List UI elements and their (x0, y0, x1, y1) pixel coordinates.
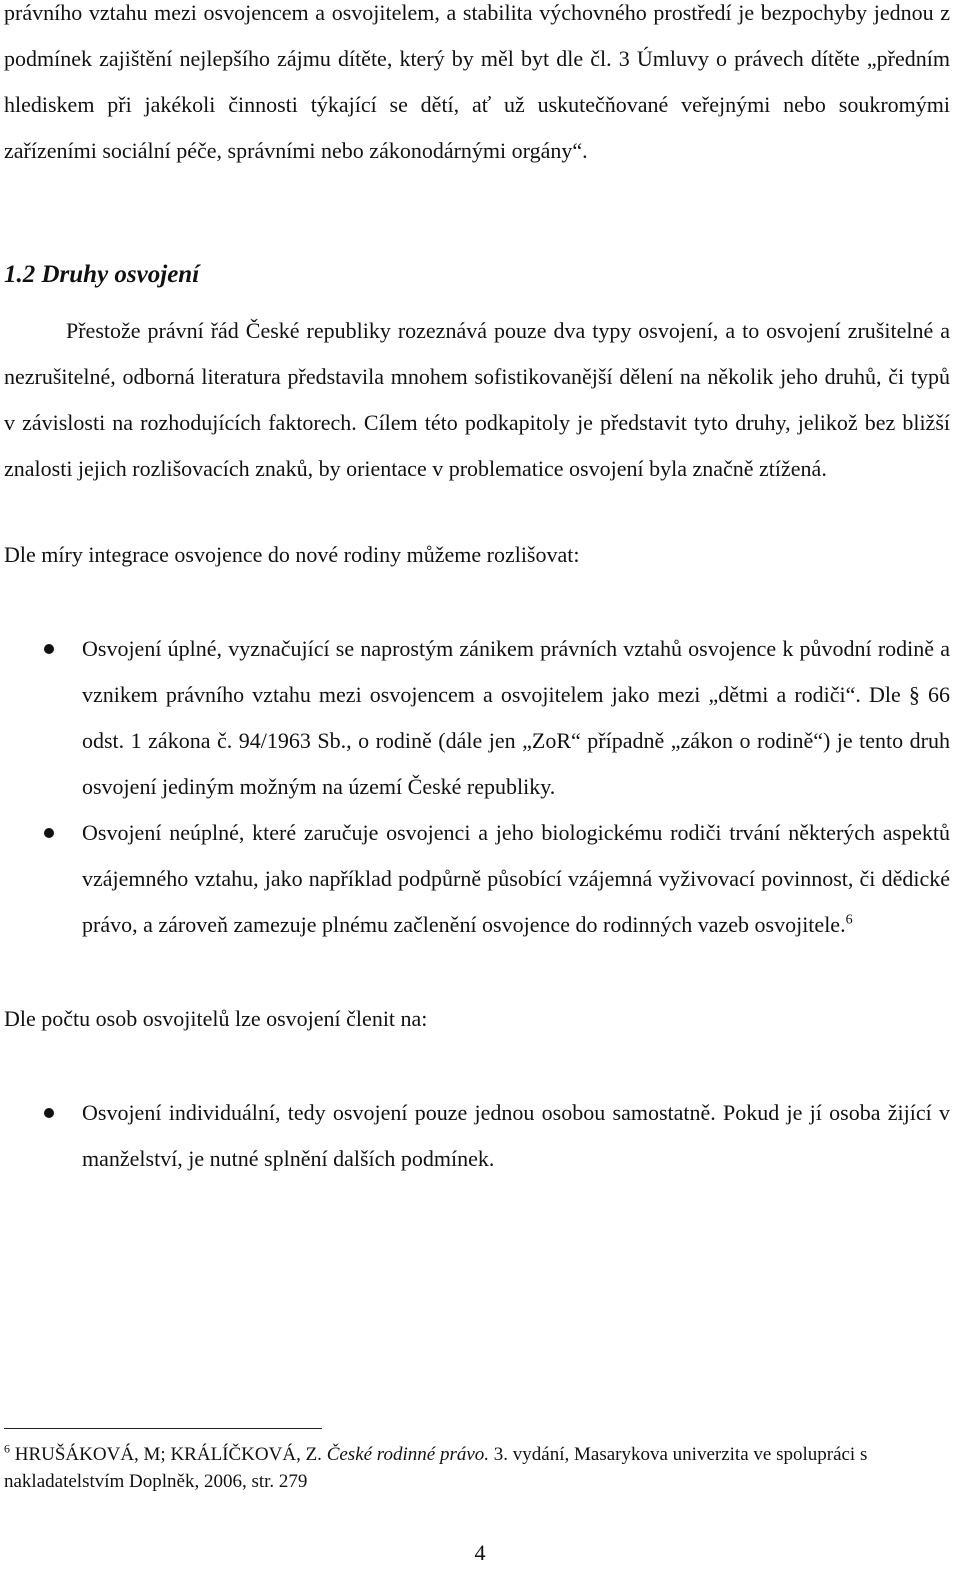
list-item (4, 626, 950, 810)
list-item-text: Osvojení neúplné, které zaručuje osvojenci a jeho biologickému rodiči trvání některých aspektů vzájemného vztahu, jako například podpůrně působící vzájemná vyživovací povinnost, či dědické právo, a zároveň zamezuje plnému začlenění osvojence do rodinných vazeb osvojitele. (82, 820, 950, 937)
list-intro-count: Dle počtu osob osvojitelů lze osvojení členit na: (4, 1006, 428, 1031)
bullet-icon (44, 1108, 54, 1118)
list-intro-integration: Dle míry integrace osvojence do nové rodiny můžeme rozlišovat: (4, 542, 580, 567)
section-1-2 (4, 252, 950, 1182)
intro-paragraph: právního vztahu mezi osvojencem a osvojitelem, a stabilita výchovného prostředí je bezpochyby jednou z podmínek zajištění nejlepšího zájmu dítěte, který by měl byt dle čl. 3 Úmluvy o právech dítěte „předním hlediskem při jakékoli činnosti týkající se dětí, ať už uskutečňované veřejnými nebo soukromými zařízeními sociální péče, správními nebo zákonodárnými orgány“. (4, 0, 950, 163)
footnote (4, 1441, 944, 1495)
section-heading: 1.2 Druhy osvojení (4, 261, 200, 288)
integration-list (4, 626, 950, 948)
list-item-text: Osvojení individuální, tedy osvojení pouze jednou osobou samostatně. Pokud je jí osoba žijící v manželství, je nutné splnění dalších podmínek. (82, 1100, 950, 1171)
count-list (4, 1090, 950, 1182)
footnote-details: 3. vydání, Masarykova univerzita ve spolupráci s nakladatelstvím Doplněk, 2006, str. 279 (4, 1444, 868, 1492)
bullet-icon (44, 828, 54, 838)
footnote-ref[interactable]: 6 (845, 912, 853, 928)
bullet-icon (44, 644, 54, 654)
page-number: 4 (474, 1540, 486, 1565)
footnote-authors: HRUŠÁKOVÁ, M; KRÁLÍČKOVÁ, Z. (14, 1444, 322, 1465)
list-item-text: Osvojení úplné, vyznačující se naprostým zánikem právních vztahů osvojence k původní rodině a vznikem právního vztahu mezi osvojencem a osvojitelem jako mezi „dětmi a rodiči“. Dle § 66 odst. 1 zákona č. 94/1963 Sb., o rodině (dále jen „ZoR“ případně „zákon o rodině“) je tento druh osvojení jediným možným na území České republiky. (82, 636, 950, 799)
footnote-title: České rodinné právo. (326, 1444, 490, 1465)
footnote-number: 6 (4, 1441, 10, 1456)
footnote-separator (4, 1428, 322, 1429)
list-item (4, 1090, 950, 1182)
document-page (4, 0, 950, 1580)
section-paragraph: Přestože právní řád České republiky rozeznává pouze dva typy osvojení, a to osvojení zrušitelné a nezrušitelné, odborná literatura představila mnohem sofistikovanější dělení na několik jeho druhů, či typů v závislosti na rozhodujících faktorech. Cílem této podkapitoly je představit tyto druhy, jelikož bez bližší znalosti jejich rozlišovacích znaků, by orientace v problematice osvojení byla značně ztížená. (4, 318, 950, 481)
list-item (4, 810, 950, 948)
